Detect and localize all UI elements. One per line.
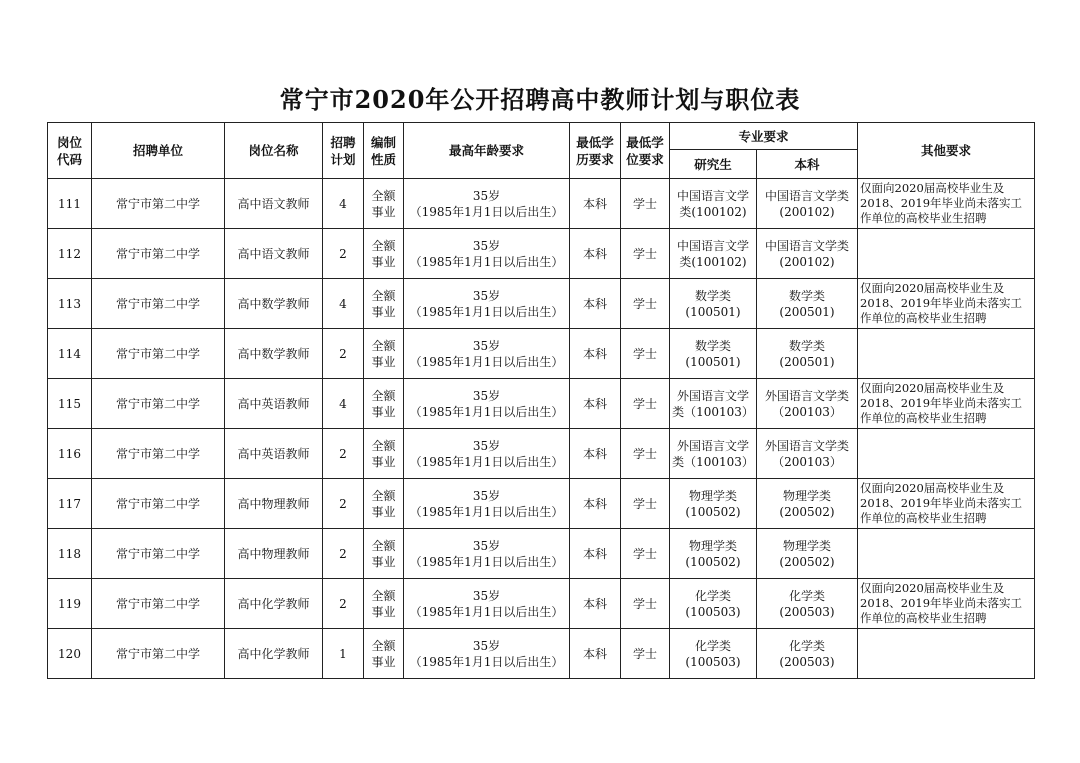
cell-other (858, 329, 1035, 379)
table-row (48, 629, 1035, 679)
cell-other: 仅面向2020届高校毕业生及 2018、2019年毕业尚未落实工 作单位的高校毕业生招聘 (858, 479, 1035, 529)
cell-age: 35岁 （1985年1月1日以后出生） (404, 479, 570, 529)
cell-edu: 本科 (570, 279, 621, 329)
cell-nature: 全额 事业 (364, 279, 404, 329)
cell-nature: 全额 事业 (364, 629, 404, 679)
cell-under: 数学类 (200501) (757, 329, 858, 379)
cell-plan: 2 (323, 579, 364, 629)
cell-edu: 本科 (570, 329, 621, 379)
cell-degree: 学士 (621, 529, 670, 579)
cell-under: 物理学类 (200502) (757, 529, 858, 579)
table-row (48, 229, 1035, 279)
cell-age: 35岁 （1985年1月1日以后出生） (404, 279, 570, 329)
cell-post: 高中英语教师 (225, 429, 323, 479)
header-major: 专业要求 (670, 123, 858, 150)
cell-age: 35岁 （1985年1月1日以后出生） (404, 429, 570, 479)
cell-grad: 物理学类 (100502) (670, 479, 757, 529)
cell-edu: 本科 (570, 429, 621, 479)
cell-post: 高中英语教师 (225, 379, 323, 429)
cell-unit: 常宁市第二中学 (92, 479, 225, 529)
cell-plan: 4 (323, 279, 364, 329)
cell-age: 35岁 （1985年1月1日以后出生） (404, 329, 570, 379)
cell-other: 仅面向2020届高校毕业生及 2018、2019年毕业尚未落实工 作单位的高校毕业生招聘 (858, 579, 1035, 629)
cell-grad: 数学类 (100501) (670, 279, 757, 329)
cell-age: 35岁 （1985年1月1日以后出生） (404, 579, 570, 629)
table-row (48, 279, 1035, 329)
cell-grad: 数学类 (100501) (670, 329, 757, 379)
cell-grad: 化学类 (100503) (670, 579, 757, 629)
cell-code: 117 (48, 479, 92, 529)
header-code: 岗位 代码 (48, 123, 92, 179)
cell-edu: 本科 (570, 479, 621, 529)
cell-post: 高中物理教师 (225, 529, 323, 579)
cell-degree: 学士 (621, 429, 670, 479)
cell-plan: 4 (323, 179, 364, 229)
cell-code: 116 (48, 429, 92, 479)
cell-grad: 中国语言文学 类(100102) (670, 229, 757, 279)
header-other: 其他要求 (858, 123, 1035, 179)
cell-nature: 全额 事业 (364, 229, 404, 279)
cell-nature: 全额 事业 (364, 179, 404, 229)
header-age: 最高年龄要求 (404, 123, 570, 179)
cell-degree: 学士 (621, 229, 670, 279)
cell-nature: 全额 事业 (364, 379, 404, 429)
cell-unit: 常宁市第二中学 (92, 579, 225, 629)
cell-code: 112 (48, 229, 92, 279)
cell-under: 数学类 (200501) (757, 279, 858, 329)
header-edu: 最低学 历要求 (570, 123, 621, 179)
cell-age: 35岁 （1985年1月1日以后出生） (404, 529, 570, 579)
table-row (48, 179, 1035, 229)
table-row (48, 579, 1035, 629)
cell-nature: 全额 事业 (364, 529, 404, 579)
cell-age: 35岁 （1985年1月1日以后出生） (404, 629, 570, 679)
job-table (47, 122, 1035, 679)
cell-grad: 外国语言文学 类（100103） (670, 379, 757, 429)
cell-degree: 学士 (621, 329, 670, 379)
cell-unit: 常宁市第二中学 (92, 529, 225, 579)
cell-other (858, 529, 1035, 579)
cell-edu: 本科 (570, 179, 621, 229)
cell-plan: 2 (323, 329, 364, 379)
cell-age: 35岁 （1985年1月1日以后出生） (404, 179, 570, 229)
cell-plan: 2 (323, 229, 364, 279)
header-unit: 招聘单位 (92, 123, 225, 179)
header-under: 本科 (757, 150, 858, 179)
cell-other: 仅面向2020届高校毕业生及 2018、2019年毕业尚未落实工 作单位的高校毕业生招聘 (858, 379, 1035, 429)
cell-nature: 全额 事业 (364, 429, 404, 479)
cell-degree: 学士 (621, 379, 670, 429)
cell-post: 高中化学教师 (225, 579, 323, 629)
cell-unit: 常宁市第二中学 (92, 379, 225, 429)
cell-code: 119 (48, 579, 92, 629)
header-degree: 最低学 位要求 (621, 123, 670, 179)
table-row (48, 329, 1035, 379)
cell-degree: 学士 (621, 629, 670, 679)
cell-under: 化学类 (200503) (757, 629, 858, 679)
cell-unit: 常宁市第二中学 (92, 179, 225, 229)
cell-unit: 常宁市第二中学 (92, 229, 225, 279)
cell-unit: 常宁市第二中学 (92, 429, 225, 479)
cell-plan: 2 (323, 429, 364, 479)
header-nature: 编制 性质 (364, 123, 404, 179)
cell-under: 物理学类 (200502) (757, 479, 858, 529)
cell-under: 中国语言文学类 (200102) (757, 179, 858, 229)
cell-post: 高中数学教师 (225, 329, 323, 379)
cell-other (858, 629, 1035, 679)
cell-grad: 化学类 (100503) (670, 629, 757, 679)
cell-edu: 本科 (570, 579, 621, 629)
cell-unit: 常宁市第二中学 (92, 279, 225, 329)
cell-plan: 2 (323, 529, 364, 579)
cell-plan: 4 (323, 379, 364, 429)
cell-nature: 全额 事业 (364, 479, 404, 529)
cell-code: 113 (48, 279, 92, 329)
cell-nature: 全额 事业 (364, 579, 404, 629)
cell-post: 高中化学教师 (225, 629, 323, 679)
cell-unit: 常宁市第二中学 (92, 629, 225, 679)
cell-under: 化学类 (200503) (757, 579, 858, 629)
cell-grad: 物理学类 (100502) (670, 529, 757, 579)
cell-under: 中国语言文学类 (200102) (757, 229, 858, 279)
cell-other: 仅面向2020届高校毕业生及 2018、2019年毕业尚未落实工 作单位的高校毕业生招聘 (858, 179, 1035, 229)
cell-edu: 本科 (570, 229, 621, 279)
cell-code: 118 (48, 529, 92, 579)
cell-edu: 本科 (570, 529, 621, 579)
cell-degree: 学士 (621, 479, 670, 529)
cell-other: 仅面向2020届高校毕业生及 2018、2019年毕业尚未落实工 作单位的高校毕业生招聘 (858, 279, 1035, 329)
page-title: 常宁市2020年公开招聘高中教师计划与职位表 (279, 85, 801, 114)
cell-code: 111 (48, 179, 92, 229)
cell-other (858, 429, 1035, 479)
cell-code: 114 (48, 329, 92, 379)
table-row (48, 529, 1035, 579)
cell-under: 外国语言文学类 （200103） (757, 429, 858, 479)
cell-post: 高中物理教师 (225, 479, 323, 529)
cell-plan: 1 (323, 629, 364, 679)
cell-degree: 学士 (621, 279, 670, 329)
cell-edu: 本科 (570, 379, 621, 429)
cell-post: 高中语文教师 (225, 179, 323, 229)
cell-age: 35岁 （1985年1月1日以后出生） (404, 379, 570, 429)
cell-degree: 学士 (621, 579, 670, 629)
table-row (48, 479, 1035, 529)
cell-other (858, 229, 1035, 279)
table-row (48, 379, 1035, 429)
cell-edu: 本科 (570, 629, 621, 679)
cell-degree: 学士 (621, 179, 670, 229)
header-grad: 研究生 (670, 150, 757, 179)
cell-post: 高中语文教师 (225, 229, 323, 279)
header-plan: 招聘 计划 (323, 123, 364, 179)
cell-code: 115 (48, 379, 92, 429)
header-post: 岗位名称 (225, 123, 323, 179)
cell-under: 外国语言文学类 （200103） (757, 379, 858, 429)
cell-code: 120 (48, 629, 92, 679)
cell-post: 高中数学教师 (225, 279, 323, 329)
table-row (48, 429, 1035, 479)
cell-grad: 外国语言文学 类（100103） (670, 429, 757, 479)
cell-age: 35岁 （1985年1月1日以后出生） (404, 229, 570, 279)
cell-unit: 常宁市第二中学 (92, 329, 225, 379)
cell-grad: 中国语言文学 类(100102) (670, 179, 757, 229)
cell-plan: 2 (323, 479, 364, 529)
cell-nature: 全额 事业 (364, 329, 404, 379)
